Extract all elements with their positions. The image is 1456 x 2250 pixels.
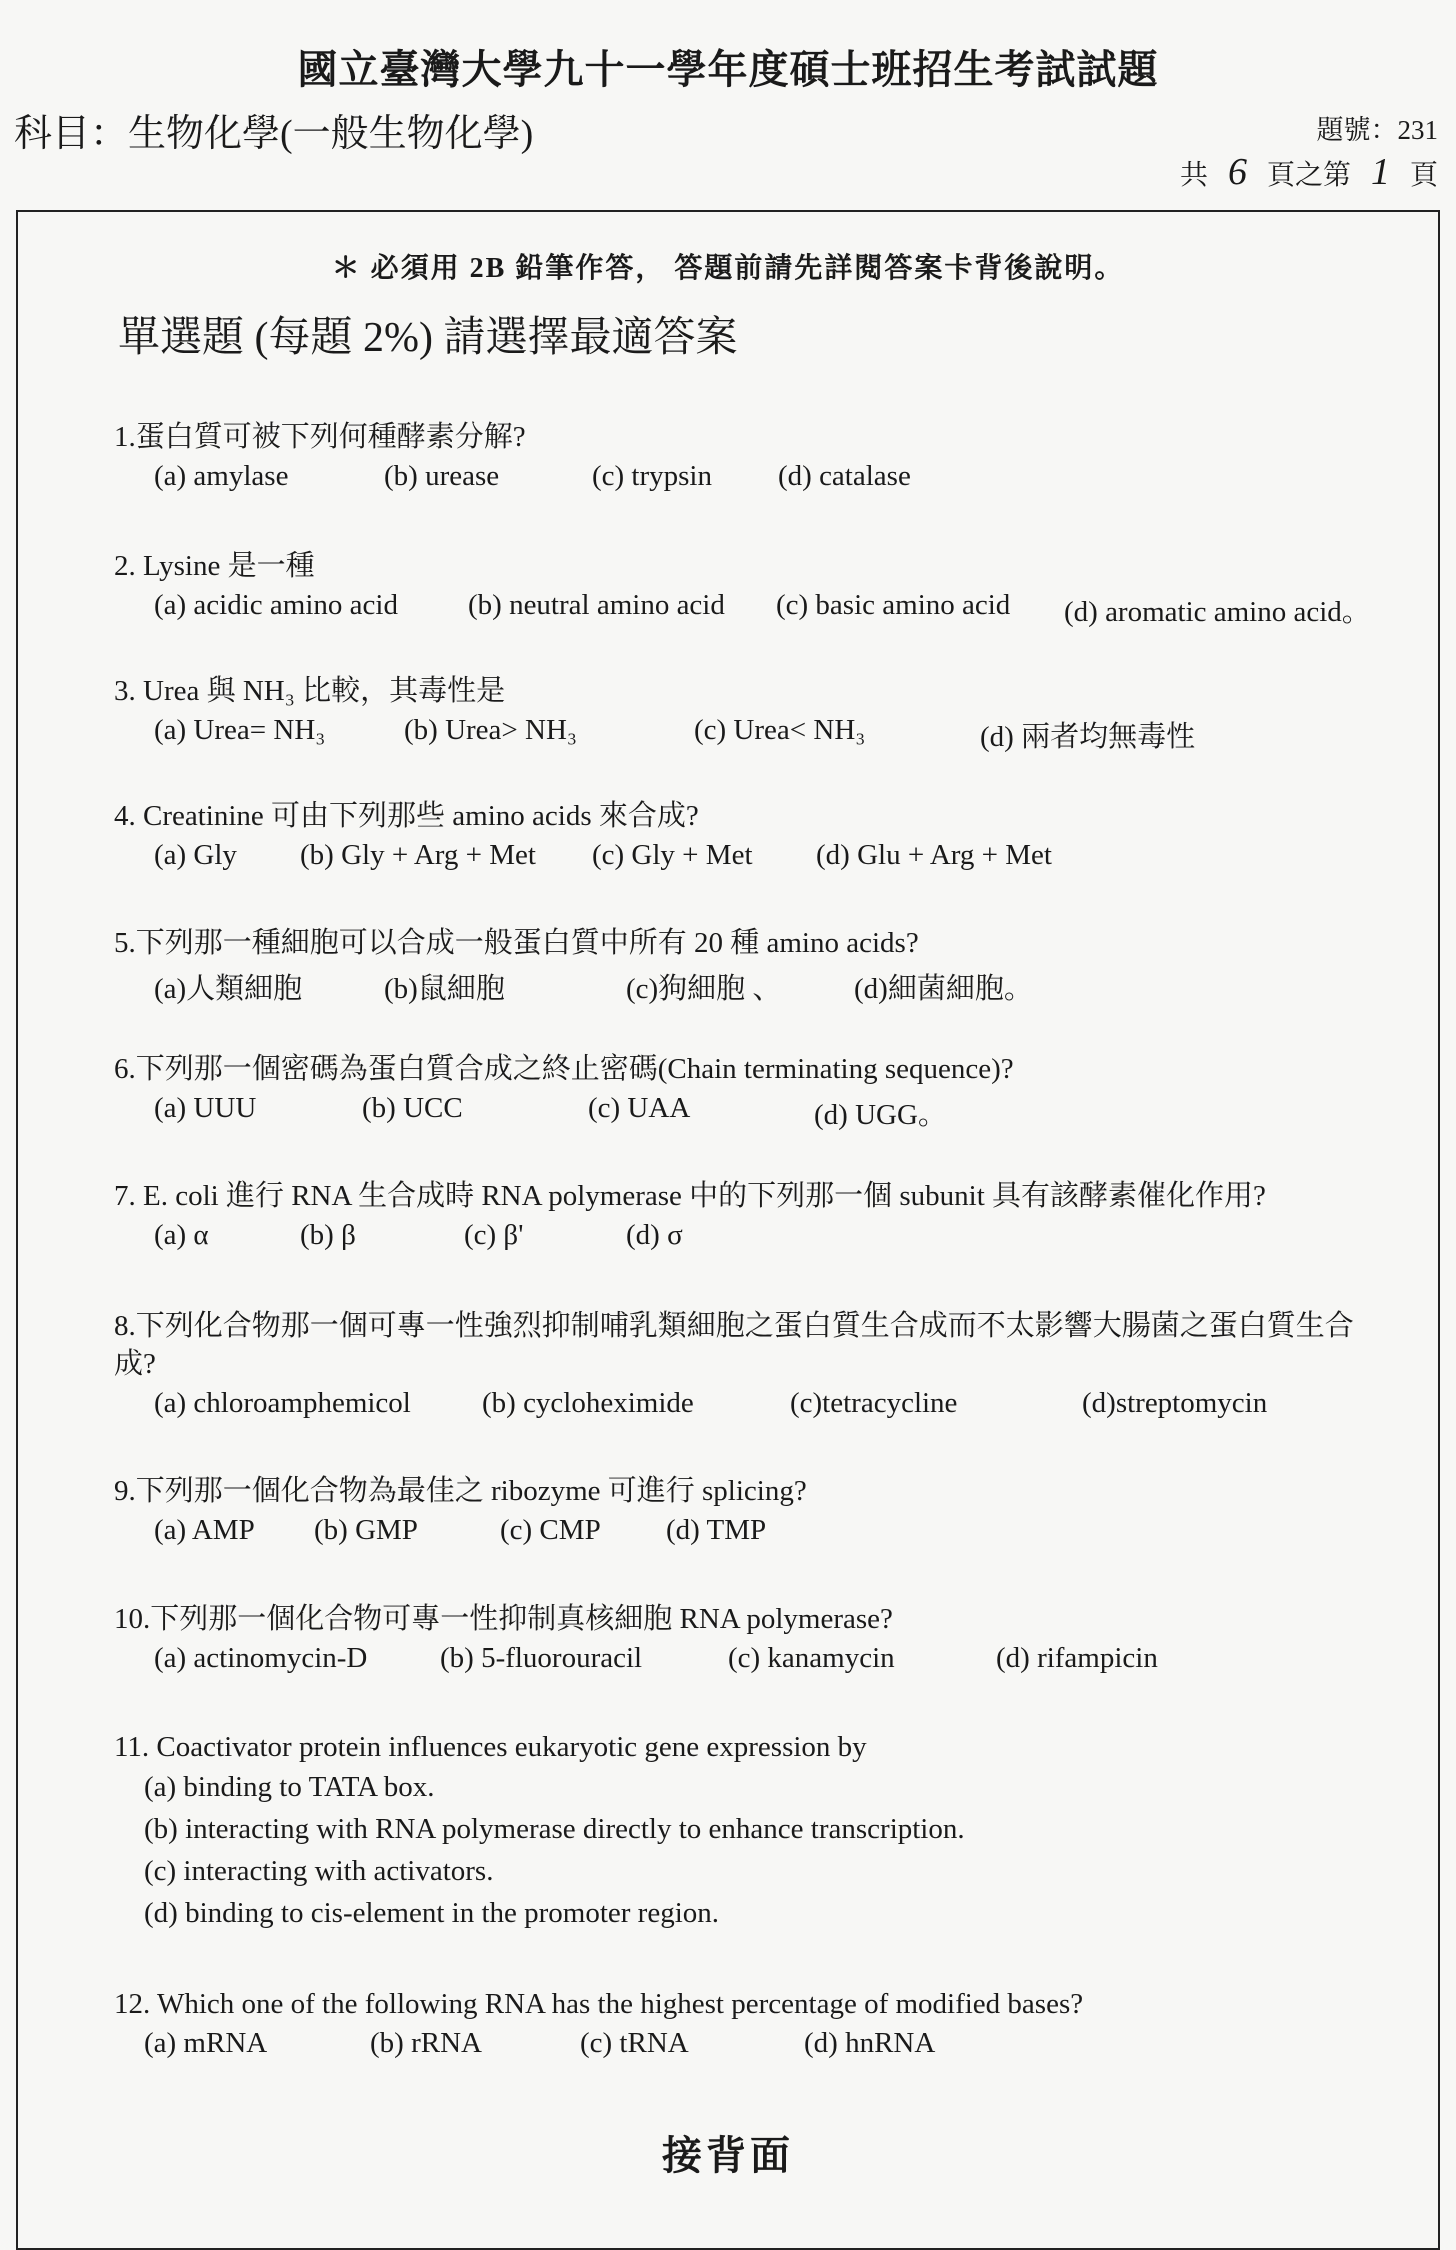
option-a: (a) mRNA — [144, 2027, 268, 2059]
question-9 — [114, 1472, 1394, 1556]
page-current: 1 — [1370, 151, 1390, 193]
subject-label: 科目：生物化學(一般生物化學) — [14, 113, 534, 155]
question-12 — [114, 1985, 1394, 2069]
option-c: (c)狗細胞 、 — [626, 973, 782, 1005]
option-d: (d) 兩者均無毒性 — [980, 721, 1196, 753]
continue-on-back-note: 接背面 — [662, 2133, 794, 2178]
option-a: (a)人類細胞 — [154, 973, 303, 1005]
page-total: 6 — [1227, 151, 1247, 193]
question-stem: 10.下列那一個化合物可專一性抑制真核細胞 RNA polymerase? — [114, 1603, 893, 1635]
option-d: (d) Glu + Arg + Met — [816, 839, 1052, 871]
question-stem: 11. Coactivator protein influences eukaryotic gene expression by — [114, 1731, 867, 1763]
option-a: (a) α — [154, 1219, 209, 1251]
option-c: (c) kanamycin — [728, 1642, 895, 1674]
option-a: (a) acidic amino acid — [154, 589, 398, 621]
question-stem: 6.下列那一個密碼為蛋白質合成之終止密碼(Chain terminating sequence)? — [114, 1053, 1014, 1085]
option-d: (d) hnRNA — [804, 2027, 936, 2059]
question-8 — [114, 1307, 1394, 1429]
option-b: (b) β — [300, 1219, 356, 1251]
question-2 — [114, 547, 1394, 631]
option-d: (d) TMP — [666, 1514, 767, 1546]
page-mid: 頁之第 — [1266, 160, 1351, 191]
option-b: (b) interacting with RNA polymerase directly to enhance transcription. — [144, 1813, 965, 1845]
option-b: (b) Gly + Arg + Met — [300, 839, 536, 871]
option-d: (d)細菌細胞。 — [854, 973, 1033, 1005]
question-stem: 7. E. coli 進行 RNA 生合成時 RNA polymerase 中的下列那一個 subunit 具有該酵素催化作用? — [114, 1180, 1266, 1212]
option-c: (c) tRNA — [580, 2027, 689, 2059]
option-a: (a) UUU — [154, 1092, 257, 1124]
option-b: (b) GMP — [314, 1514, 418, 1546]
question-1 — [114, 418, 1394, 502]
question-stem: 2. Lysine 是一種 — [114, 550, 315, 582]
option-a: (a) binding to TATA box. — [144, 1771, 435, 1803]
option-d: (d) catalase — [778, 460, 911, 492]
option-c: (c)tetracycline — [790, 1387, 958, 1419]
question-stem: 12. Which one of the following RNA has the highest percentage of modified bases? — [114, 1988, 1084, 2020]
option-b: (b) urease — [384, 460, 500, 492]
option-b: (b) neutral amino acid — [468, 589, 725, 621]
page-indicator — [1180, 150, 1438, 194]
question-stem: 5.下列那一種細胞可以合成一般蛋白質中所有 20 種 amino acids? — [114, 927, 919, 959]
option-a: (a) chloroamphemicol — [154, 1387, 411, 1419]
option-a: (a) AMP — [154, 1514, 255, 1546]
option-c: (c) β' — [464, 1219, 524, 1251]
option-b: (b) rRNA — [370, 2027, 482, 2059]
question-11 — [114, 1728, 1394, 1934]
option-a: (a) actinomycin-D — [154, 1642, 368, 1674]
question-stem: 3. Urea 與 NH₃ 比較，其毒性是 — [114, 675, 506, 707]
question-5 — [114, 924, 1394, 1008]
section-title: 單選題 (每題 2%) 請選擇最適答案 — [118, 315, 738, 361]
option-c: (c) Gly + Met — [592, 839, 753, 871]
page-total-prefix: 共 — [1179, 160, 1208, 191]
option-d: (d) aromatic amino acid。 — [1064, 596, 1371, 628]
option-c: (c) trypsin — [592, 460, 712, 492]
option-b: (b) UCC — [362, 1092, 463, 1124]
option-c: (c) CMP — [500, 1514, 601, 1546]
option-a: (a) amylase — [154, 460, 289, 492]
question-stem: 8.下列化合物那一個可專一性強烈抑制哺乳類細胞之蛋白質生合成而不太影響大腸菌之蛋白質生合成? — [114, 1310, 1354, 1380]
option-b: (b)鼠細胞 — [384, 973, 505, 1005]
option-c: (c) UAA — [588, 1092, 691, 1124]
page-suffix: 頁 — [1409, 160, 1438, 191]
question-4 — [114, 797, 1394, 881]
exam-number: 題號：231 — [1316, 115, 1438, 145]
option-d: (d) σ — [626, 1219, 683, 1251]
option-a: (a) Urea= NH₃ — [154, 714, 326, 746]
exam-notice: ＊ 必須用 2B 鉛筆作答， 答題前請先詳閱答案卡背後說明。 — [331, 253, 1125, 284]
option-d: (d) UGG。 — [814, 1099, 947, 1131]
question-stem: 1.蛋白質可被下列何種酵素分解? — [114, 421, 526, 453]
option-b: (b) cycloheximide — [482, 1387, 694, 1419]
option-c: (c) Urea< NH₃ — [694, 714, 866, 746]
question-6 — [114, 1050, 1394, 1134]
option-b: (b) Urea> NH₃ — [404, 714, 578, 746]
option-c: (c) interacting with activators. — [144, 1855, 494, 1887]
exam-title: 國立臺灣大學九十一學年度碩士班招生考試試題 — [297, 47, 1159, 92]
question-10 — [114, 1600, 1394, 1684]
option-c: (c) basic amino acid — [776, 589, 1011, 621]
question-7 — [114, 1177, 1394, 1261]
question-3 — [114, 672, 1394, 756]
option-d: (d) rifampicin — [996, 1642, 1158, 1674]
question-stem: 4. Creatinine 可由下列那些 amino acids 來合成? — [114, 800, 699, 832]
option-b: (b) 5-fluorouracil — [440, 1642, 643, 1674]
option-d: (d) binding to cis-element in the promoter region. — [144, 1897, 720, 1929]
question-stem: 9.下列那一個化合物為最佳之 ribozyme 可進行 splicing? — [114, 1475, 807, 1507]
option-d: (d)streptomycin — [1082, 1387, 1268, 1419]
option-a: (a) Gly — [154, 839, 237, 871]
